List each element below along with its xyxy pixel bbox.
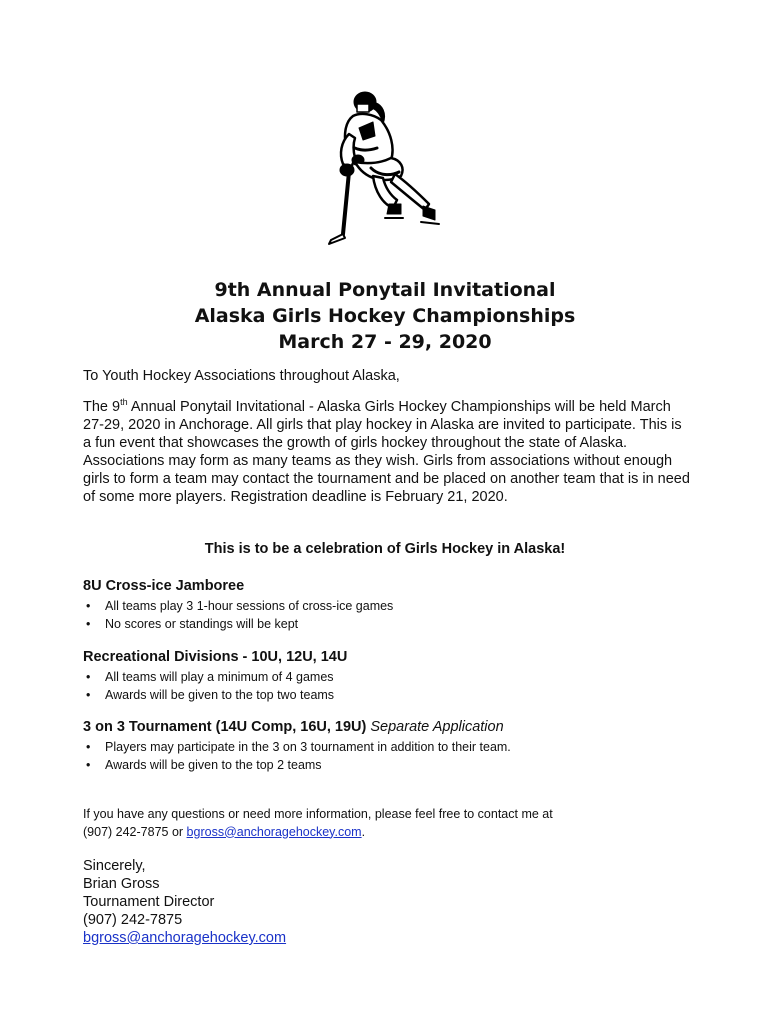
signer-email-link[interactable]: bgross@anchoragehockey.com — [83, 930, 287, 946]
hockey-player-icon — [325, 88, 455, 253]
list-item: • Awards will be given to the top 2 teams — [83, 757, 703, 775]
bullet-list — [83, 739, 703, 774]
section-8u-jamboree — [83, 577, 703, 633]
contact-paragraph — [83, 806, 693, 841]
section-heading: 8U Cross-ice Jamboree — [83, 578, 245, 594]
title-line-event: 9th Annual Ponytail Invitational — [214, 279, 556, 301]
title-line-dates: March 27 - 29, 2020 — [278, 331, 492, 353]
section-3on3-tournament — [83, 718, 703, 774]
list-item: • All teams play 3 1-hour sessions of cross-ice games — [83, 598, 703, 616]
contact-email-link[interactable]: bgross@anchoragehockey.com — [186, 824, 362, 839]
separate-application-note: Separate Application — [370, 719, 504, 735]
contact-text: If you have any questions or need more information, please feel free to contact me at — [83, 807, 553, 821]
contact-phone: (907) 242-7875 or — [83, 824, 187, 839]
salutation: To Youth Hockey Associations throughout Alaska, — [83, 368, 400, 384]
section-heading-text: 3 on 3 Tournament (14U Comp, 16U, 19U) — [83, 719, 367, 735]
signer-name: Brian Gross — [83, 876, 160, 892]
contact-period: . — [361, 824, 366, 839]
page-title — [0, 277, 770, 355]
list-item: • Awards will be given to the top two teams — [83, 687, 703, 705]
signer-role: Tournament Director — [83, 894, 215, 910]
signature-block — [83, 857, 286, 947]
list-item: • Players may participate in the 3 on 3 tournament in addition to their team. — [83, 739, 703, 757]
intro-body: Annual Ponytail Invitational - Alaska Girls Hockey Championships will be held March 27-29, 2020 in Anchorage. All girls that play hockey in Alaska are invited to participate. This is a fun event that showcases the growth of girls hockey throughout the state of Alaska. Associations may form as many teams as they wish. Girls from associations without enough girls to form a team may contact the tournament and be placed on another team that is in need of some more players. Registration deadline is February 21, 2020. — [83, 399, 690, 505]
list-item: • No scores or standings will be kept — [83, 616, 703, 634]
celebration-statement: This is to be a celebration of Girls Hockey in Alaska! — [204, 541, 566, 557]
signer-phone: (907) 242-7875 — [83, 912, 183, 928]
list-item: • All teams will play a minimum of 4 games — [83, 669, 703, 687]
intro-ordinal-suffix: th — [120, 397, 128, 408]
bullet-list — [83, 669, 703, 704]
section-heading: Recreational Divisions - 10U, 12U, 14U — [83, 649, 348, 665]
section-heading — [83, 718, 703, 736]
bullet-list — [83, 598, 703, 633]
closing: Sincerely, — [83, 858, 146, 874]
contact-line — [83, 824, 693, 842]
title-line-championship: Alaska Girls Hockey Championships — [194, 305, 576, 327]
section-recreational-divisions — [83, 648, 703, 704]
intro-prefix: The 9 — [83, 399, 121, 415]
intro-paragraph — [83, 398, 693, 506]
